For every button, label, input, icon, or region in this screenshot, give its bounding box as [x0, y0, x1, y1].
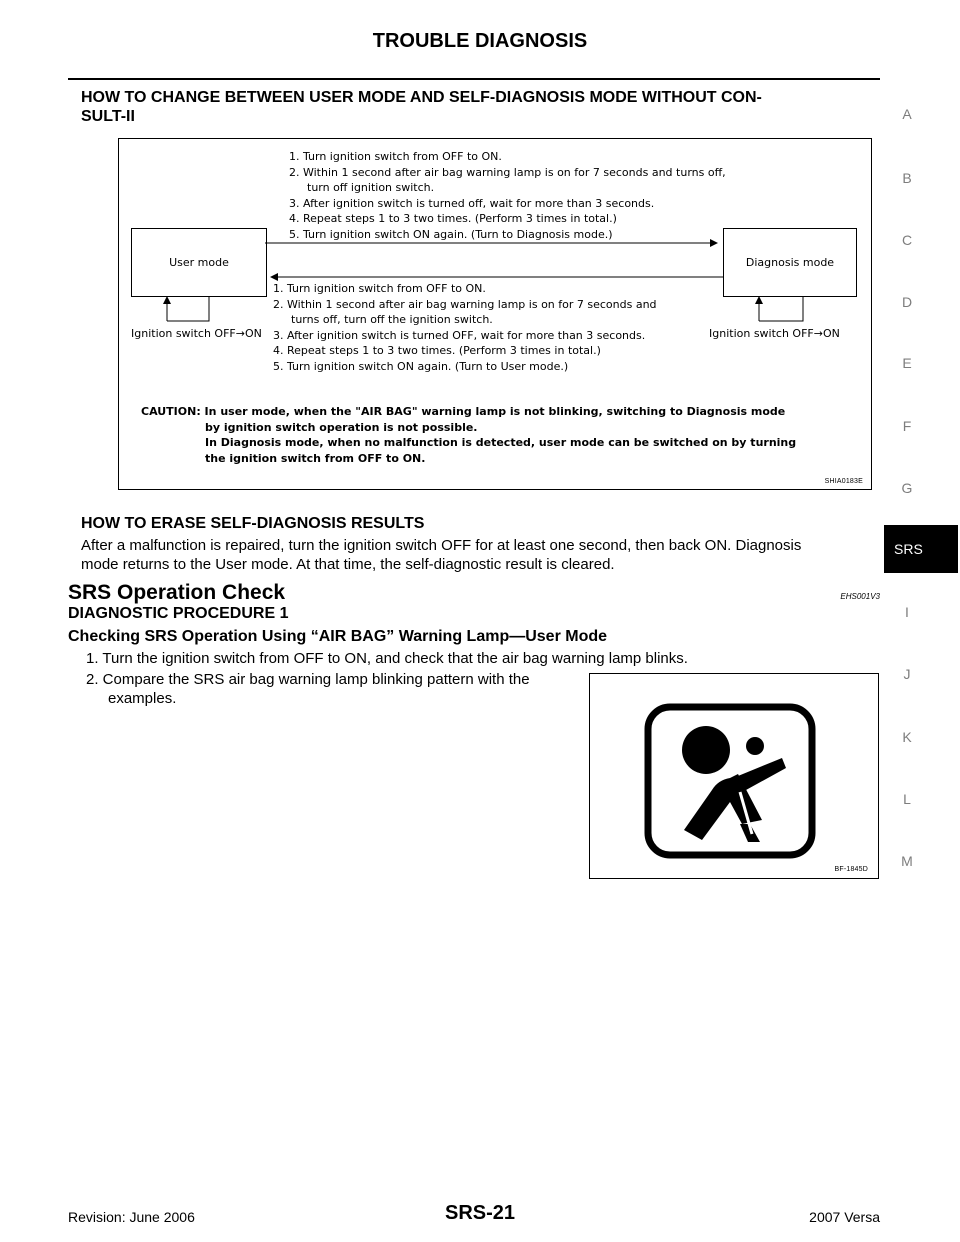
- index-letter-g[interactable]: G: [901, 480, 913, 496]
- index-letter-k[interactable]: K: [902, 729, 912, 745]
- top-step: 4. Repeat steps 1 to 3 two times. (Perform 3 times in total.): [289, 212, 617, 225]
- top-step: 5. Turn ignition switch ON again. (Turn to Diagnosis mode.): [289, 227, 613, 241]
- top-step: 3. After ignition switch is turned off, wait for more than 3 seconds.: [289, 196, 655, 210]
- airbag-warning-icon: [590, 674, 878, 878]
- bottom-step: 4. Repeat steps 1 to 3 two times. (Perform 3 times in total.): [273, 344, 601, 357]
- procedure-step-2: [86, 670, 586, 708]
- section-heading-erase: HOW TO ERASE SELF-DIAGNOSIS RESULTS: [81, 515, 425, 532]
- section-heading-mode-change: [81, 88, 871, 126]
- caution-line: the ignition switch from OFF to ON.: [205, 451, 426, 465]
- top-step: turn off ignition switch.: [307, 181, 435, 194]
- ignition-right-label: Ignition switch OFF→ON: [709, 327, 840, 340]
- heading-line-1: HOW TO CHANGE BETWEEN USER MODE AND SELF-DIAGNOSIS MODE WITHOUT CON-: [81, 89, 762, 106]
- procedure-subheading: Checking SRS Operation Using “AIR BAG” Warning Lamp—User Mode: [68, 628, 608, 645]
- bottom-step: turns off, turn off the ignition switch.: [291, 313, 493, 326]
- bottom-step: 3. After ignition switch is turned OFF, wait for more than 3 seconds.: [273, 328, 646, 342]
- index-letter-f[interactable]: F: [902, 418, 912, 434]
- paragraph-line: After a malfunction is repaired, turn the ignition switch OFF for at least one second, then back ON. Diagnosis: [81, 537, 802, 554]
- user-mode-box: User mode: [131, 228, 267, 297]
- bottom-steps-list: [273, 281, 713, 374]
- mode-switch-diagram: [118, 138, 872, 490]
- caution-line: In Diagnosis mode, when no malfunction is detected, user mode can be switched on by turning: [205, 436, 797, 449]
- caution-note: [141, 404, 861, 466]
- index-letter-c[interactable]: C: [901, 232, 913, 248]
- procedure-step-1: 1. Turn the ignition switch from OFF to ON, and check that the air bag warning lamp blinks.: [86, 650, 688, 667]
- page-title: TROUBLE DIAGNOSIS: [372, 30, 588, 52]
- ignition-left-line: [167, 297, 209, 321]
- top-step: 1. Turn ignition switch from OFF to ON.: [289, 150, 502, 163]
- caution-line: by ignition switch operation is not possible.: [205, 420, 478, 434]
- figure-code: SHIA0183E: [824, 478, 863, 485]
- footer-revision: Revision: June 2006: [68, 1209, 195, 1225]
- title-rule: [68, 78, 880, 80]
- figure-code: BF-1845D: [834, 866, 868, 873]
- heading-line-2: SULT-II: [81, 108, 135, 125]
- caution-line: CAUTION: In user mode, when the "AIR BAG" warning lamp is not blinking, switching to Diagnosis mode: [141, 405, 786, 418]
- index-letter-m[interactable]: M: [901, 853, 913, 869]
- step-line: examples.: [108, 690, 177, 707]
- index-letter-b[interactable]: B: [902, 170, 912, 186]
- footer-page-number: SRS-21: [444, 1202, 516, 1224]
- bottom-step: 1. Turn ignition switch from OFF to ON.: [273, 282, 486, 295]
- index-letter-a[interactable]: A: [902, 106, 912, 122]
- diagnosis-mode-box: Diagnosis mode: [723, 228, 857, 297]
- paragraph-line: mode returns to the User mode. At that time, the self-diagnostic result is cleared.: [81, 556, 615, 573]
- index-letter-j[interactable]: J: [903, 666, 911, 682]
- bottom-step: 5. Turn ignition switch ON again. (Turn to User mode.): [273, 359, 569, 373]
- bottom-step: 2. Within 1 second after air bag warning lamp is on for 7 seconds and: [273, 297, 657, 311]
- index-letter-e[interactable]: E: [902, 355, 912, 371]
- index-tab-srs-active[interactable]: SRS: [884, 525, 958, 573]
- top-step: 2. Within 1 second after air bag warning lamp is on for 7 seconds and turns off,: [289, 165, 726, 179]
- index-letter-d[interactable]: D: [901, 294, 913, 310]
- footer-model: 2007 Versa: [809, 1209, 880, 1225]
- index-letter-l[interactable]: L: [903, 791, 911, 807]
- step-line: 2. Compare the SRS air bag warning lamp blinking pattern with the: [86, 671, 530, 688]
- erase-paragraph: [81, 536, 881, 574]
- section-title-srs-check: SRS Operation Check: [68, 581, 286, 604]
- airbag-lamp-figure: [589, 673, 879, 879]
- procedure-heading: DIAGNOSTIC PROCEDURE 1: [68, 605, 289, 622]
- section-code: EHS001V3: [840, 592, 880, 601]
- ignition-right-line: [759, 297, 803, 321]
- index-letter-i[interactable]: I: [905, 604, 909, 620]
- ignition-left-label: Ignition switch OFF→ON: [131, 327, 262, 340]
